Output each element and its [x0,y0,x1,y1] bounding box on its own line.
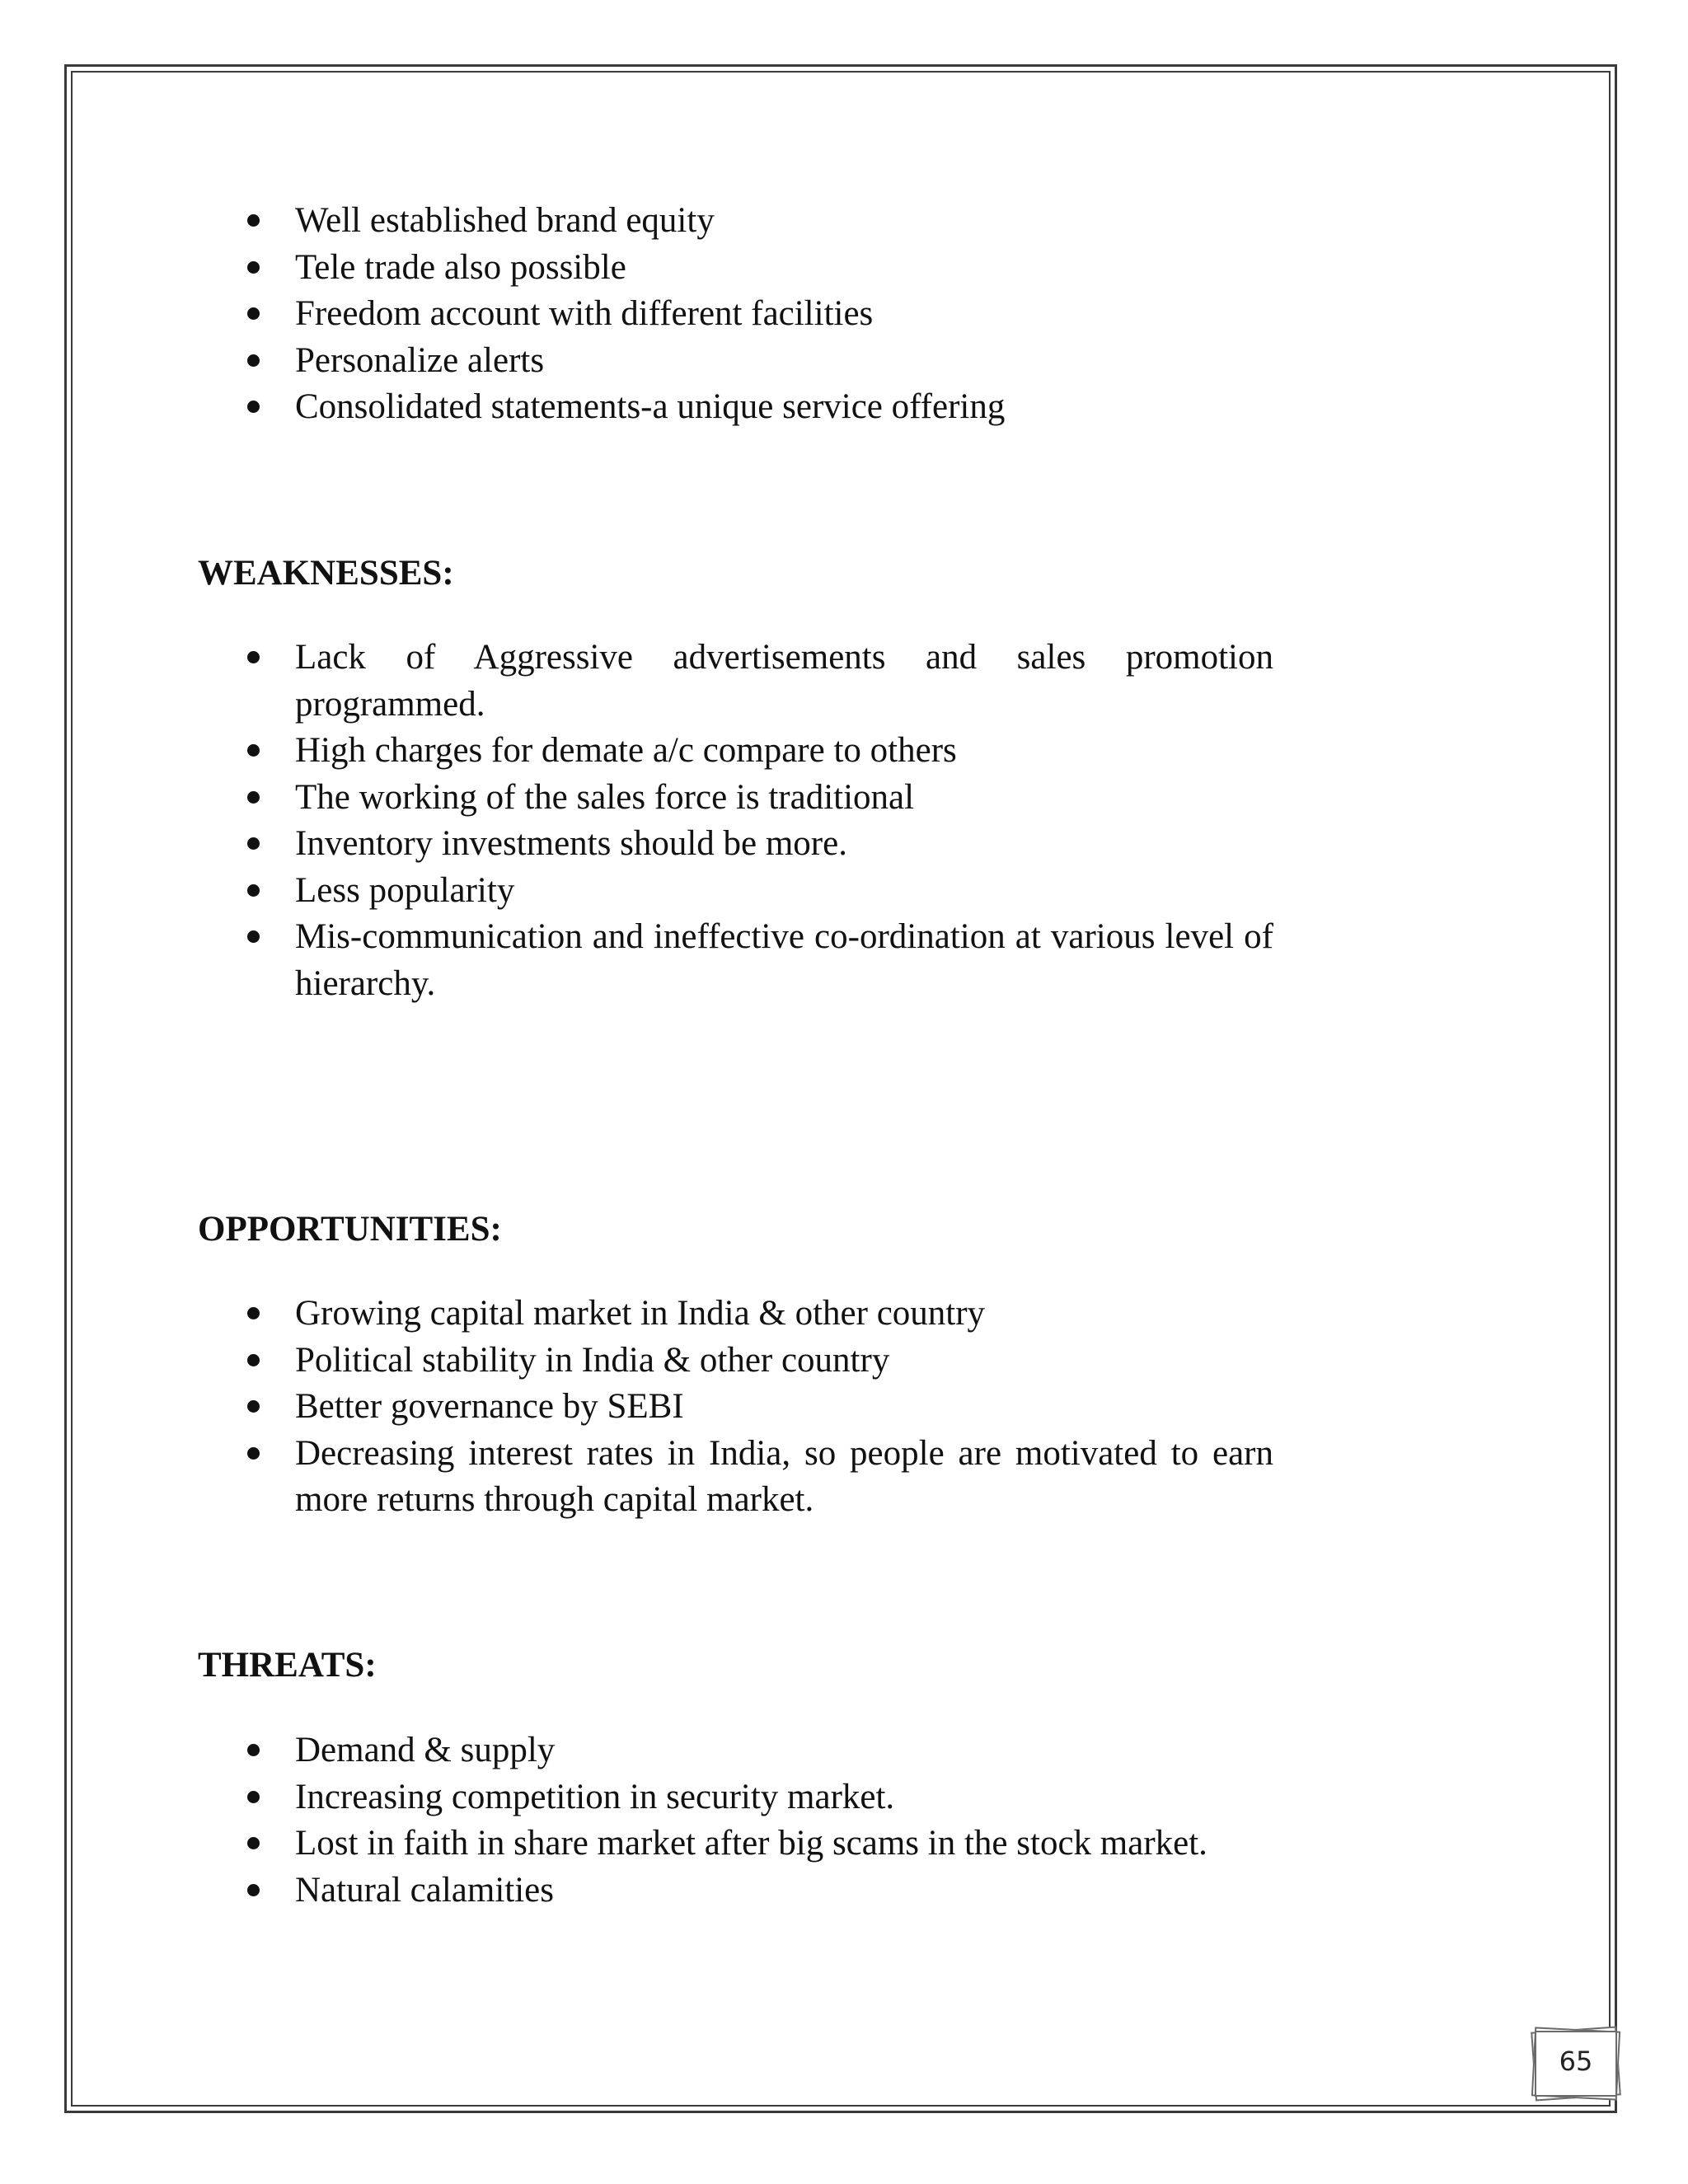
bullet-icon [247,261,260,274]
list-item [247,914,1273,1007]
list-item [247,1774,1273,1821]
list-item [247,384,1273,431]
list-item-text: The working of the sales force is traditional [295,777,915,817]
bullet-icon [247,1354,260,1366]
bullet-icon [247,930,260,943]
list-item [247,1338,1273,1385]
bullet-icon [247,1447,260,1460]
threats-heading: THREATS: [198,1646,377,1685]
list-item-text: Consolidated statements-a unique service offering [295,387,1006,426]
bullet-icon [247,307,260,320]
list-item [247,635,1273,728]
threats-list [247,1727,1273,1914]
bullet-icon [247,1400,260,1413]
list-item-text: Inventory investments should be more. [295,824,847,863]
list-item [247,728,1273,775]
list-item [247,1291,1273,1338]
list-item [247,775,1273,822]
list-item [247,1431,1273,1524]
list-item-text: Political stability in India & other country [295,1340,890,1380]
list-item-text: Freedom account with different facilities [295,294,874,333]
list-item [247,245,1273,292]
list-item-text: Lack of Aggressive advertisements and sales promotion programmed. [295,638,1273,724]
opportunities-list [247,1291,1273,1524]
list-item-text: Increasing competition in security market. [295,1777,895,1816]
list-item-text: Growing capital market in India & other country [295,1294,986,1333]
list-item-text: Lost in faith in share market after big scams in the stock market. [295,1824,1207,1863]
strengths-list [247,198,1273,431]
list-item-text: High charges for demate a/c compare to others [295,731,957,770]
bullet-icon [247,884,260,897]
bullet-icon [247,401,260,413]
list-item [247,338,1273,385]
weaknesses-heading: WEAKNESSES: [198,554,454,593]
page-number: 65 [1559,2046,1593,2077]
bullet-icon [247,744,260,757]
list-item [247,1727,1273,1774]
bullet-icon [247,1307,260,1319]
list-item [247,821,1273,868]
opportunities-heading: OPPORTUNITIES: [198,1210,502,1249]
list-item-text: Better governance by SEBI [295,1387,684,1426]
bullet-icon [247,354,260,367]
bullet-icon [247,1791,260,1803]
page-number-box [1526,2024,1625,2103]
list-item-text: Demand & supply [295,1731,556,1769]
list-item [247,868,1273,915]
list-item-text: Less popularity [295,870,515,910]
list-item [247,1868,1273,1915]
bullet-icon [247,1744,260,1756]
list-item [247,1821,1273,1868]
list-item-text: Well established brand equity [295,201,715,240]
list-item-text: Natural calamities [295,1870,554,1910]
bullet-icon [247,837,260,850]
weaknesses-list [247,635,1273,1007]
list-item-text: Decreasing interest rates in India, so people are motivated to earn more returns through capital market. [295,1433,1273,1519]
bullet-icon [247,651,260,663]
bullet-icon [247,214,260,227]
bullet-icon [247,791,260,804]
list-item-text: Mis-communication and ineffective co-ordination at various level of hierarchy. [295,917,1273,1003]
list-item [247,198,1273,245]
bullet-icon [247,1837,260,1849]
list-item [247,1384,1273,1431]
list-item-text: Tele trade also possible [295,247,626,287]
list-item [247,291,1273,338]
list-item-text: Personalize alerts [295,340,545,380]
bullet-icon [247,1884,260,1896]
